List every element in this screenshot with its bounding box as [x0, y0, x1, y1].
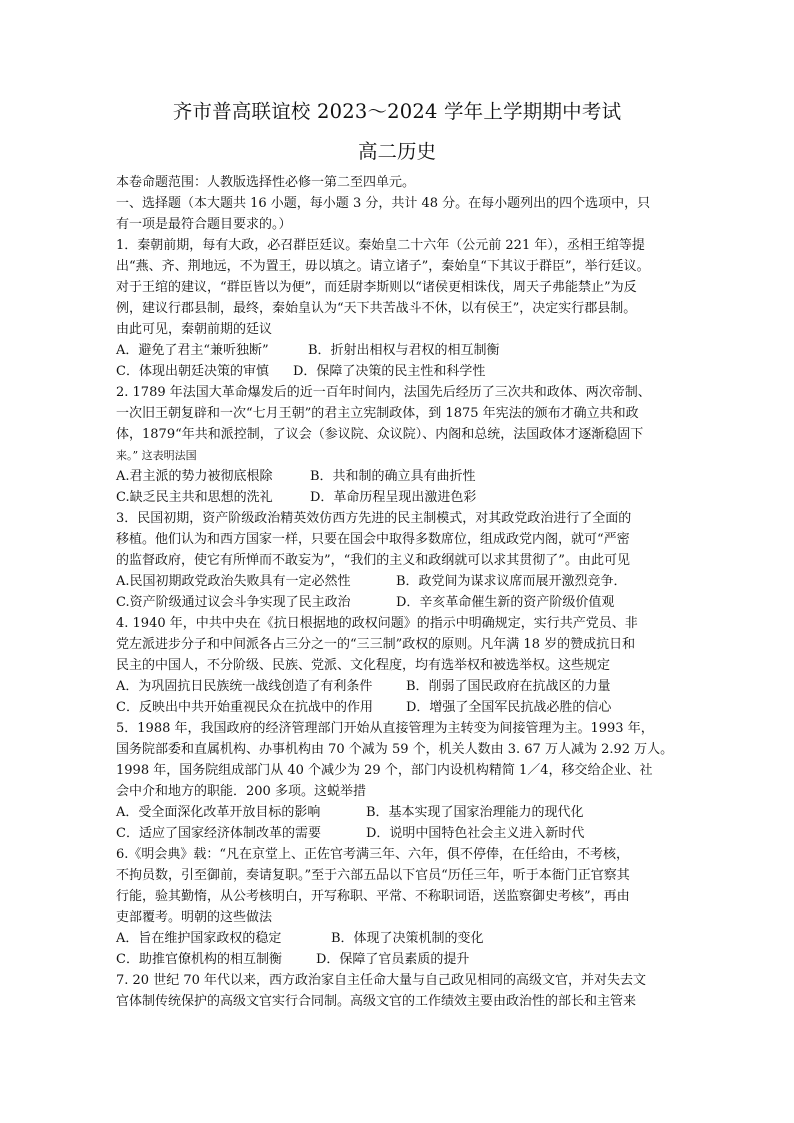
question-stem-line: 党左派进步分子和中间派各占三分之一的“三三制”政权的原则。凡年满 18 岁的赞成抗日和: [116, 637, 636, 652]
option-row: [116, 487, 678, 508]
option-row: [116, 697, 678, 718]
option-c: C.缺乏民主共和思想的洗礼: [116, 490, 273, 505]
option-row: [116, 361, 678, 382]
question-stem-line: 官体制传统保护的高级文官实行合同制。高级文官的工作绩效主要由政治性的部长和主管来: [116, 994, 637, 1009]
option-c: C．助推官僚机构的相互制衡: [116, 952, 282, 967]
question-stem-line: 由此可见，秦朝前期的廷议: [116, 322, 273, 337]
question-stem-line: 2. 1789 年法国大革命爆发后的近一百年时间内，法国先后经历了三次共和政体、两次帝制、: [116, 385, 651, 400]
question-2: [116, 382, 678, 508]
question-stem-line: 7. 20 世纪 70 年代以来，西方政治家自主任命大量与自己政见相同的高级文官，并对失去文: [116, 973, 647, 988]
option-c: C．体现出朝廷决策的审慎: [116, 364, 269, 379]
question-5: [116, 718, 678, 844]
question-stem-line: 4. 1940 年，中共中央在《抗日根据地的政权问题》的指示中明确规定，实行共产党员、非: [116, 616, 638, 631]
question-3: [116, 508, 678, 613]
question-stem-line: 来。” 这表明法国: [116, 449, 197, 462]
option-d: D．增强了全国军民抗战必胜的信心: [406, 700, 612, 715]
intro-line: 有一项是最符合题目要求的。）: [116, 217, 292, 232]
option-row: [116, 340, 678, 361]
option-row: [116, 823, 678, 844]
intro-line: 本卷命题范围：人教版选择性必修一第二至四单元。: [116, 175, 416, 190]
question-stem-line: 6.《明会典》载：“凡在京堂上、正佐官考满三年、六年，俱不停俸，在任给由，不考核，: [116, 847, 630, 862]
option-row: [116, 802, 678, 823]
exam-subject: 高二历史: [357, 140, 436, 163]
option-d: D．说明中国特色社会主义进入新时代: [366, 826, 585, 841]
option-b: B．折射出相权与君权的相互制衡: [308, 343, 500, 358]
intro-line: 一、选择题（本大题共 16 小题，每小题 3 分，共计 48 分。在每小题列出的四个选项中，只: [116, 196, 651, 211]
question-stem-line: 移植。他们认为和西方国家一样，只要在国会中取得多数席位，组成政党内阁，就可“严密: [116, 532, 630, 547]
option-row: [116, 571, 678, 592]
option-a: A．避免了君主“兼听独断”: [116, 343, 269, 358]
question-stem-line: 对于王绾的建议，“群臣皆以为便”，而廷尉李斯则以“诸侯更相诛伐，周天子弗能禁止”为反: [116, 280, 637, 295]
option-b: B．基本实现了国家治理能力的现代化: [366, 805, 584, 820]
option-d: D．辛亥革命催生新的资产阶级价值观: [396, 595, 615, 610]
option-b: B．共和制的确立具有曲折性: [310, 469, 476, 484]
option-a: A．为巩固抗日民族统一战线创造了有利条件: [116, 679, 373, 694]
option-c: C．适应了国家经济体制改革的需要: [116, 826, 321, 841]
question-stem-line: 3．民国初期，资产阶级政治精英效仿西方先进的民主制模式，对其政党政治进行了全面的: [116, 511, 632, 526]
question-stem-line: 行能，验其勤惰，从公考核明白，开写称职、平常、不称职词语，送监察御史考核”，再由: [116, 889, 630, 904]
option-a: A．旨在维护国家政权的稳定: [116, 931, 282, 946]
question-stem-line: 5．1988 年，我国政府的经济管理部门开始从直接管理为主转变为间接管理为主。1993 年，: [116, 721, 654, 736]
option-a: A.民国初期政党政治失败具有一定必然性: [116, 574, 351, 589]
option-d: D．保障了官员素质的提升: [316, 952, 470, 967]
option-d: D．革命历程呈现出激进色彩: [310, 490, 477, 505]
option-c: C.资产阶级通过议会斗争实现了民主政治: [116, 595, 351, 610]
question-6: [116, 844, 678, 970]
question-stem-line: 例，建议行郡县制，最终，秦始皇认为“天下共苦战斗不休，以有侯王”，决定实行郡县制。: [116, 301, 637, 316]
option-row: [116, 949, 678, 970]
exam-title: 齐市普高联谊校 2023～2024 学年上学期期中考试: [172, 100, 622, 123]
option-c: C．反映出中共开始重视民众在抗战中的作用: [116, 700, 373, 715]
exam-page: [116, 98, 678, 1012]
question-stem-line: 的监督政府，使它有所惮而不敢妄为”，“我们的主义和政纲就可以求其贯彻了”。由此可见: [116, 553, 630, 568]
option-b: B．削弱了国民政府在抗战区的力量: [406, 679, 611, 694]
option-b: B．政党间为谋求议席而展开激烈竞争．: [396, 574, 627, 589]
question-stem-line: 不拘员数，引至御前，奏请复职。”至于六部五品以下官员“历任三年，听于本衙门正官察其: [116, 868, 630, 883]
question-stem-line: 一次旧王朝复辟和一次“七月王朝”的君主立宪制政体，到 1875 年宪法的颁布才确立共和政: [116, 406, 639, 421]
option-b: B．体现了决策机制的变化: [331, 931, 484, 946]
question-7: [116, 970, 678, 1012]
option-a: A.君主派的势力被彻底根除: [116, 469, 273, 484]
option-row: [116, 676, 678, 697]
exam-intro: [116, 172, 678, 235]
question-stem-line: 民主的中国人，不分阶级、民族、党派、文化程度，均有选举权和被选举权。这些规定: [116, 658, 611, 673]
option-row: [116, 466, 678, 487]
question-stem-line: 出“燕、齐、荆地远，不为置王，毋以填之。请立诸子”，秦始皇“下其议于群臣”，举行廷议。: [116, 259, 650, 274]
question-stem-line: 1．秦朝前期，每有大政，必召群臣廷议。秦始皇二十六年（公元前 221 年），丞相王绾等提: [116, 238, 645, 253]
question-stem-line: 国务院部委和直属机构、办事机构由 70 个减为 59 个，机关人数由 3. 67 万人减为 2.92 万人。: [116, 742, 674, 757]
option-row: [116, 592, 678, 613]
question-4: [116, 613, 678, 718]
option-d: D．保障了决策的民主性和科学性: [293, 364, 486, 379]
question-stem-line: 1998 年，国务院组成部门从 40 个减少为 29 个，部门内设机构精简 1／4，移交给企业、社: [116, 763, 653, 778]
option-row: [116, 928, 678, 949]
question-stem-line: 吏部覆考。明朝的这些做法: [116, 910, 273, 925]
question-1: [116, 235, 678, 382]
question-stem-line: 会中介和地方的职能．200 多项。这蜕举措: [116, 784, 366, 799]
option-a: A．受全面深化改革开放目标的影响: [116, 805, 321, 820]
question-stem-line: 体，1879“年共和派控制，了议会（参议院、众议院）、内阁和总统，法国政体才逐渐稳固下: [116, 427, 644, 442]
